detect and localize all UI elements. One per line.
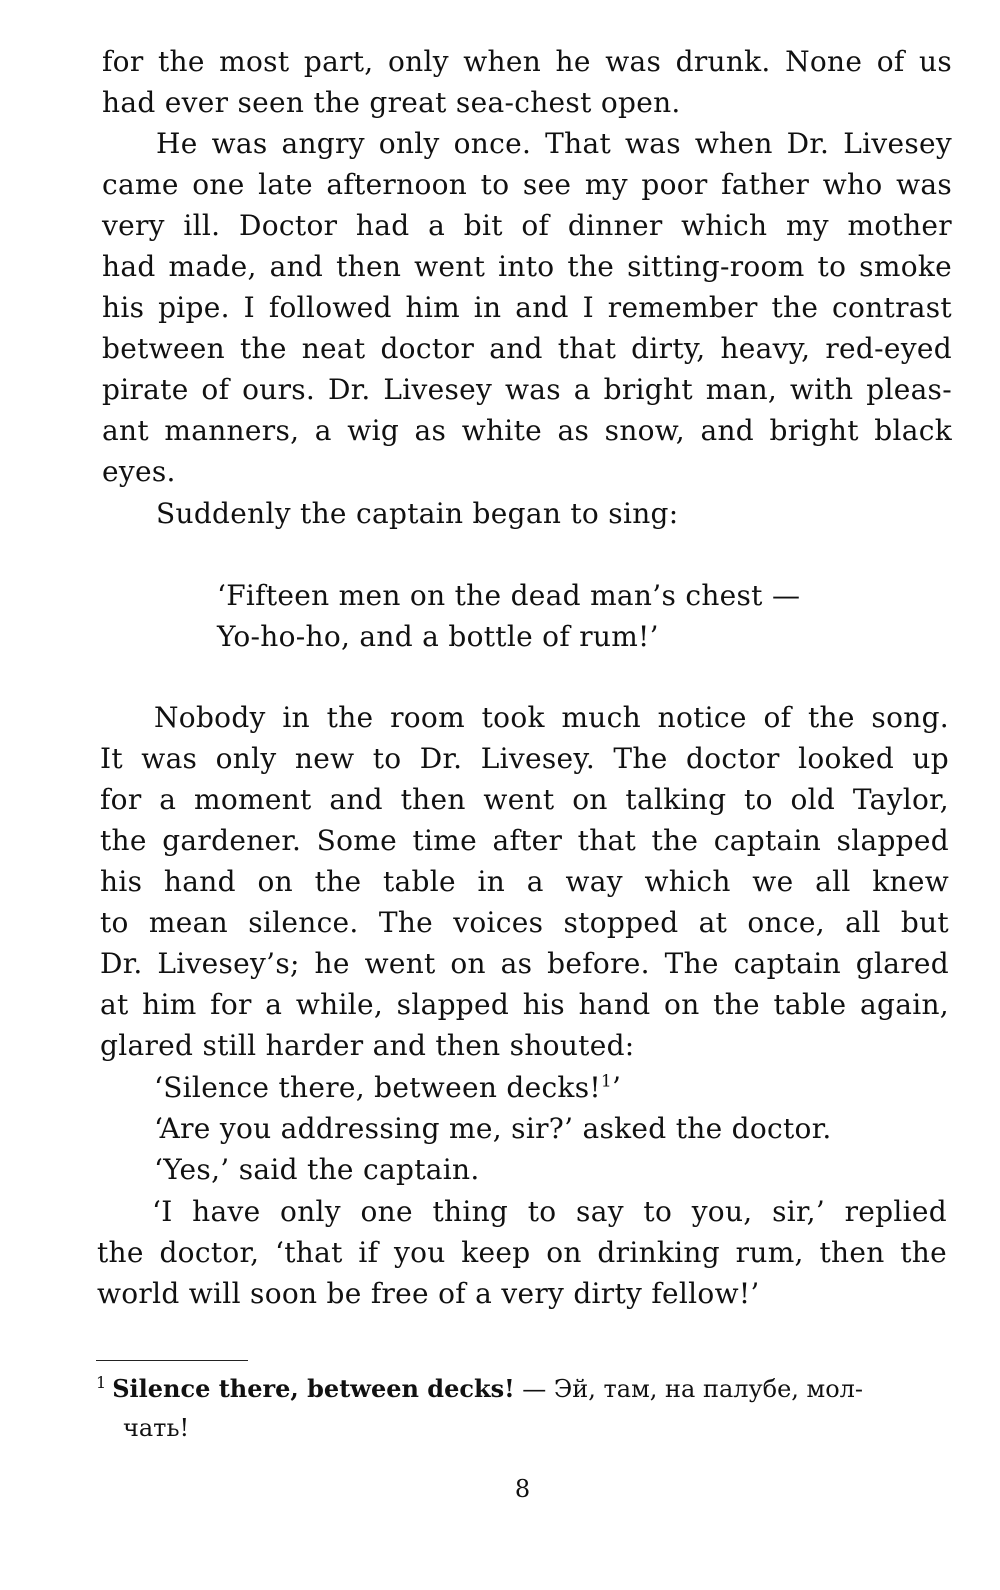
text-line: came one late afternoon to see my poor father who was <box>102 168 952 201</box>
text-line: to mean silence. The voices stopped at once, all but <box>100 906 949 939</box>
footnote-continuation: чать! <box>123 1414 190 1442</box>
text-line: his pipe. I followed him in and I remember the contrast <box>102 291 952 324</box>
footnote-translation: — Эй, там, на палубе, мол- <box>522 1375 864 1403</box>
text-line: for the most part, only when he was drunk. None of us <box>102 45 952 78</box>
footnote-number: 1 <box>96 1373 107 1392</box>
dialogue-text: ‘Silence there, between decks! <box>154 1071 601 1104</box>
text-line: between the neat doctor and that dirty, heavy, red-eyed <box>102 332 952 365</box>
text-line: Suddenly the captain began to sing: <box>156 497 679 530</box>
footnote <box>96 1373 863 1405</box>
text-line: Nobody in the room took much notice of the song. <box>154 701 949 734</box>
text-line: the gardener. Some time after that the captain slapped <box>100 824 949 857</box>
text-line: at him for a while, slapped his hand on the table again, <box>100 988 949 1021</box>
text-line: eyes. <box>102 455 176 488</box>
text-line: very ill. Doctor had a bit of dinner which my mother <box>102 209 952 242</box>
footnote-divider <box>96 1360 248 1361</box>
text-line: ant manners, a wig as white as snow, and bright black <box>102 414 952 447</box>
page-number: 8 <box>514 1475 531 1503</box>
text-line: Dr. Livesey’s; he went on as before. The captain glared <box>100 947 949 980</box>
text-line: It was only new to Dr. Livesey. The doctor looked up <box>100 742 949 775</box>
text-line: world will soon be free of a very dirty fellow!’ <box>97 1277 760 1310</box>
song-line: ‘Fifteen men on the dead man’s chest — <box>217 579 801 612</box>
text-line: had ever seen the great sea-chest open. <box>102 86 681 119</box>
text-line: He was angry only once. That was when Dr. Livesey <box>156 127 952 160</box>
text-line: for a moment and then went on talking to old Taylor, <box>100 783 949 816</box>
closing-quote: ’ <box>612 1071 622 1104</box>
footnote-ref[interactable]: 1 <box>600 1071 613 1092</box>
text-line: ‘Yes,’ said the captain. <box>154 1153 480 1186</box>
text-line: pirate of ours. Dr. Livesey was a bright man, with pleas- <box>102 373 952 406</box>
footnote-term: Silence there, between decks! <box>112 1374 515 1403</box>
text-line: ‘Are you addressing me, sir?’ asked the doctor. <box>154 1112 832 1145</box>
text-line: ‘I have only one thing to say to you, sir,’ replied <box>152 1195 947 1228</box>
song-line: Yo-ho-ho, and a bottle of rum!’ <box>217 620 659 653</box>
text-line-with-footnote-ref <box>154 1070 621 1106</box>
text-line: had made, and then went into the sitting-room to smoke <box>102 250 952 283</box>
text-line: glared still harder and then shouted: <box>100 1029 635 1062</box>
text-line: the doctor, ‘that if you keep on drinking rum, then the <box>97 1236 947 1269</box>
text-line: his hand on the table in a way which we all knew <box>100 865 949 898</box>
